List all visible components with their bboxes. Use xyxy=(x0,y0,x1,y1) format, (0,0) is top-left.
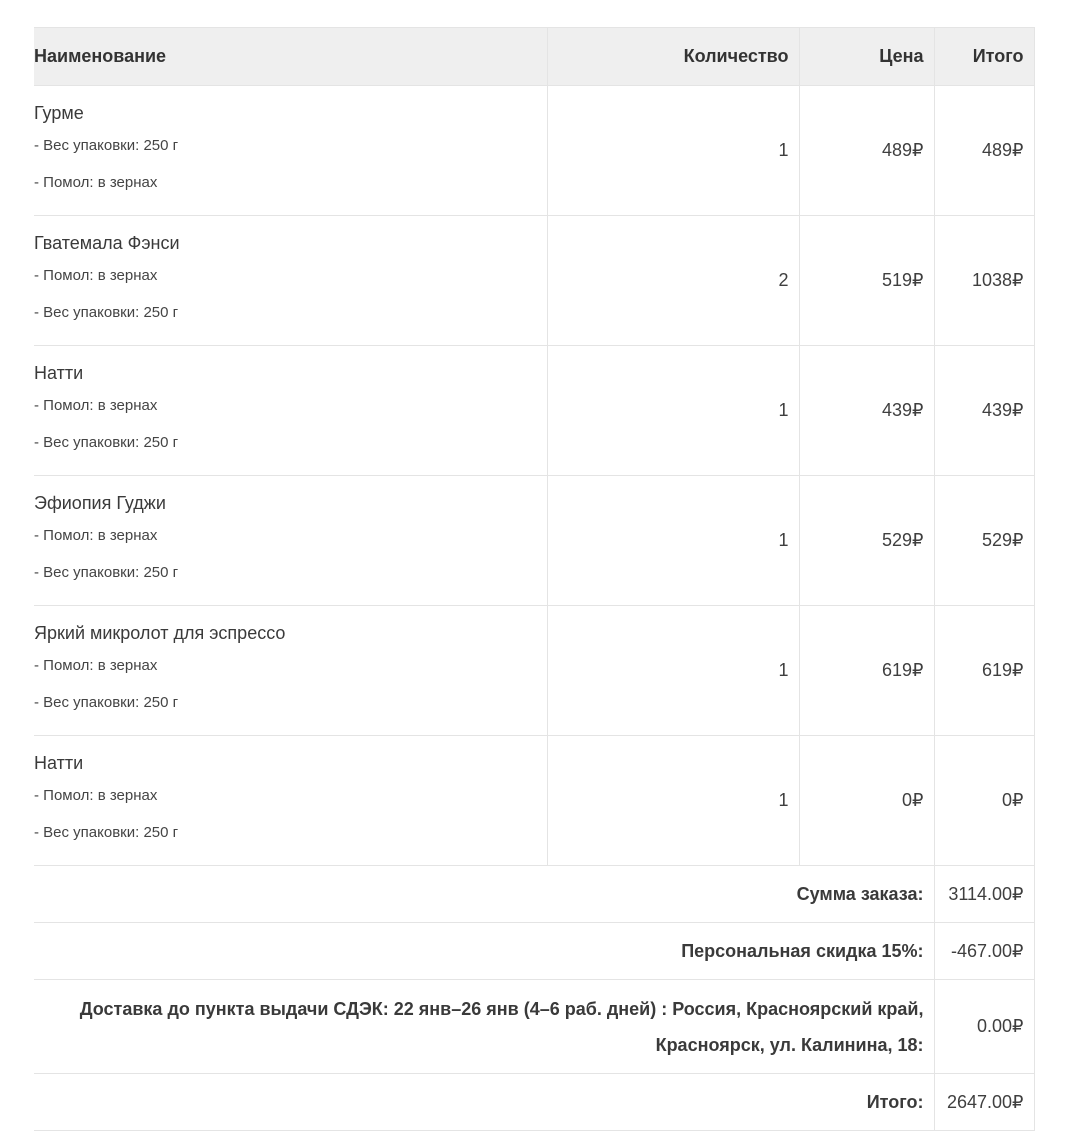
product-name: Эфиопия Гуджи xyxy=(34,493,166,513)
line-total-cell: 0₽ xyxy=(934,736,1034,866)
discount-value: -467.00₽ xyxy=(934,923,1034,980)
product-name: Натти xyxy=(34,753,84,773)
product-option: - Вес упаковки: 250 г xyxy=(34,137,179,154)
product-cell xyxy=(34,606,547,736)
table-row xyxy=(34,476,1034,606)
product-option: - Помол: в зернах xyxy=(34,397,158,414)
quantity-cell: 1 xyxy=(547,476,799,606)
product-option: - Вес упаковки: 250 г xyxy=(34,564,179,581)
column-header-quantity: Количество xyxy=(547,28,799,86)
table-row xyxy=(34,346,1034,476)
product-option: - Вес упаковки: 250 г xyxy=(34,824,179,841)
column-header-total: Итого xyxy=(934,28,1034,86)
product-cell xyxy=(34,736,547,866)
order-items xyxy=(34,86,1034,866)
product-option: - Помол: в зернах xyxy=(34,267,158,284)
subtotal-row xyxy=(34,866,1034,923)
discount-label: Персональная скидка 15%: xyxy=(34,923,934,980)
subtotal-label: Сумма заказа: xyxy=(34,866,934,923)
line-total-cell: 1038₽ xyxy=(934,216,1034,346)
price-cell: 0₽ xyxy=(799,736,934,866)
grand-total-row xyxy=(34,1074,1034,1131)
product-option: - Помол: в зернах xyxy=(34,787,158,804)
product-cell xyxy=(34,216,547,346)
grand-total-value: 2647.00₽ xyxy=(934,1074,1034,1131)
column-header-name: Наименование xyxy=(34,28,547,86)
product-option: - Вес упаковки: 250 г xyxy=(34,304,179,321)
price-cell: 519₽ xyxy=(799,216,934,346)
order-summary xyxy=(34,866,1034,1131)
table-header-row xyxy=(34,28,1034,86)
quantity-cell: 1 xyxy=(547,86,799,216)
quantity-cell: 2 xyxy=(547,216,799,346)
product-cell xyxy=(34,476,547,606)
price-cell: 489₽ xyxy=(799,86,934,216)
shipping-label: Доставка до пункта выдачи СДЭК: 22 янв–26 янв (4–6 раб. дней) : Россия, Красноярский край, Красноярск, ул. Калинина, 18: xyxy=(34,980,934,1074)
product-option: - Помол: в зернах xyxy=(34,174,158,191)
grand-total-label: Итого: xyxy=(34,1074,934,1131)
product-option: - Помол: в зернах xyxy=(34,657,158,674)
line-total-cell: 619₽ xyxy=(934,606,1034,736)
product-name: Гватемала Фэнси xyxy=(34,233,180,253)
quantity-cell: 1 xyxy=(547,606,799,736)
line-total-cell: 439₽ xyxy=(934,346,1034,476)
product-name: Гурме xyxy=(34,103,84,123)
product-option: - Вес упаковки: 250 г xyxy=(34,694,179,711)
product-option: - Помол: в зернах xyxy=(34,527,158,544)
price-cell: 529₽ xyxy=(799,476,934,606)
order-details-table xyxy=(34,27,1035,1131)
product-name: Натти xyxy=(34,363,84,383)
product-cell xyxy=(34,86,547,216)
shipping-value: 0.00₽ xyxy=(934,980,1034,1074)
table-row xyxy=(34,736,1034,866)
table-row xyxy=(34,86,1034,216)
subtotal-value: 3114.00₽ xyxy=(934,866,1034,923)
table-row xyxy=(34,216,1034,346)
quantity-cell: 1 xyxy=(547,346,799,476)
product-option: - Вес упаковки: 250 г xyxy=(34,434,179,451)
line-total-cell: 489₽ xyxy=(934,86,1034,216)
product-cell xyxy=(34,346,547,476)
price-cell: 619₽ xyxy=(799,606,934,736)
discount-row xyxy=(34,923,1034,980)
shipping-row xyxy=(34,980,1034,1074)
product-name: Яркий микролот для эспрессо xyxy=(34,623,286,643)
quantity-cell: 1 xyxy=(547,736,799,866)
column-header-price: Цена xyxy=(799,28,934,86)
line-total-cell: 529₽ xyxy=(934,476,1034,606)
table-row xyxy=(34,606,1034,736)
price-cell: 439₽ xyxy=(799,346,934,476)
